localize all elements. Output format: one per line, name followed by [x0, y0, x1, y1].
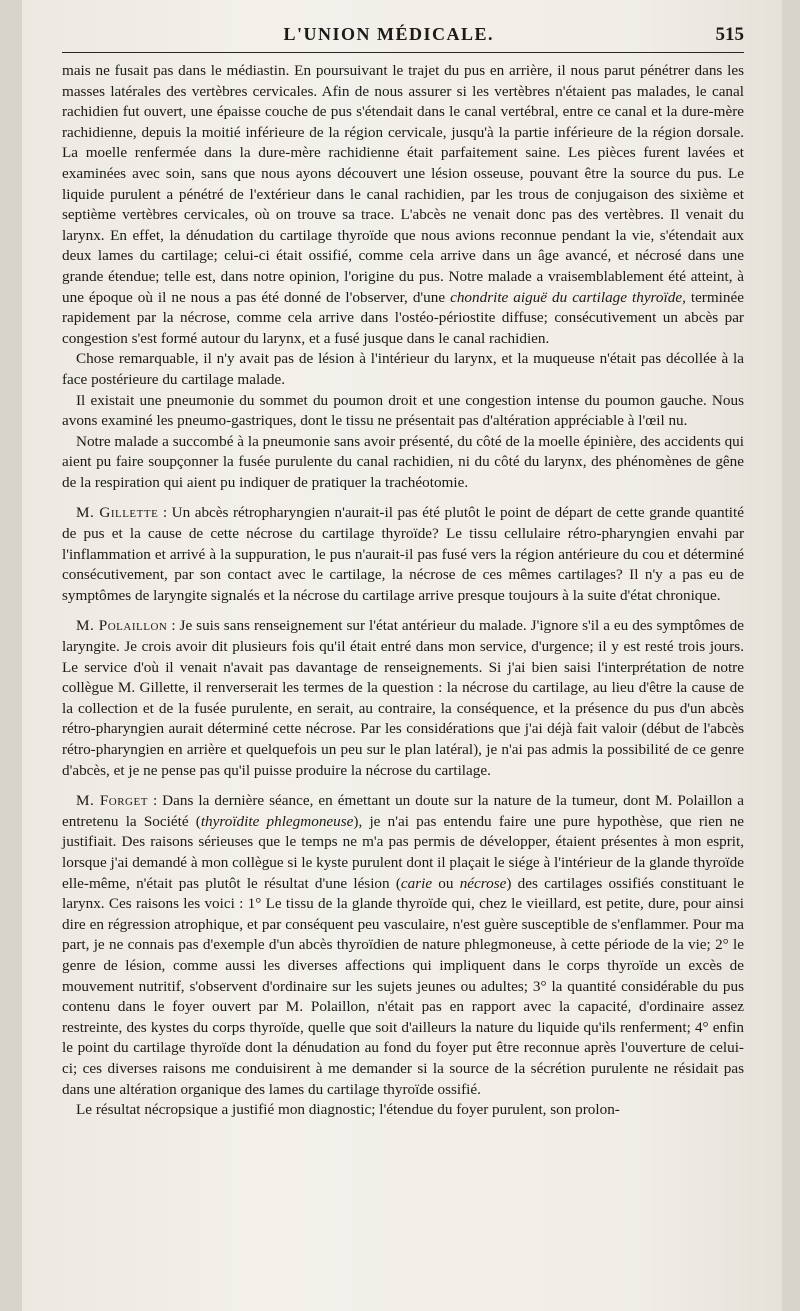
paragraph-closing: Le résultat nécropsique a justifié mon diagnostic; l'étendue du foyer purulent, son prolon-	[76, 1101, 620, 1119]
page-header	[62, 24, 744, 53]
running-title: L'UNION MÉDICALE.	[283, 24, 495, 44]
speaker-name: M. Gillette	[76, 504, 159, 522]
paragraph: Notre malade a succombé à la pneumonie sans avoir présenté, du côté de la moelle épinière, des accidents qui aient pu faire soupçonner la fusée purulente du canal rachidien, ni du côté du larynx, des phénomènes de gêne de la respiration qui aient pu indiquer de pratiquer la trachéotomie.	[62, 432, 744, 491]
body-text	[62, 61, 744, 1121]
speaker-name: M. Polaillon	[76, 617, 168, 635]
speech-polaillon: M. Polaillon : Je suis sans renseignement sur l'état antérieur du malade. J'ignore s'il a eu des symptômes de laryngite. Je crois avoir dit plusieurs fois qu'il était entré dans mon service, d'urgence; il y est resté trois jours. Le service d'où il venait n'avait pas davantage de renseignements. Si j'ai bien saisi l'interprétation de notre collègue M. Gillette, il renverserait les termes de la question : la nécrose du cartilage, au lieu d'être la cause de la collection et de la fusée purulente, en serait, au contraire, la conséquence, et la présence du pus d'un abcès rétro-pharyngien aurait déterminé cette nécrose. Par les considérations que j'ai déjà fait valoir (début de l'abcès rétro-pharyngien en arrière et quelquefois un peu sur le plan latéral), je n'ai pas admis la possibilité de ce genre d'abcès, et je ne pense pas qu'il puisse produire la nécrose du cartilage.	[62, 617, 744, 779]
page-number: 515	[715, 24, 744, 45]
speech-gillette: M. Gillette : Un abcès rétropharyngien n'aurait-il pas été plutôt le point de départ de cette grande quantité de pus et la cause de cette nécrose du cartilage thyroïde? Le tissu cellulaire rétro-pharyngien envahi par l'inflammation et arrivé à la suppuration, le pus n'aurait-il pas fusé vers la région antérieure du cou et déterminé consécutivement, par son contact avec le cartilage, la nécrose de ces mêmes cartilages? Il n'y a pas eu de symptômes de laryngite signalés et la nécrose du cartilage arrive presque toujours à la suite d'état chronique.	[62, 504, 744, 604]
document-page	[22, 0, 782, 1311]
speaker-name: M. Forget	[76, 792, 148, 810]
paragraph: Il existait une pneumonie du sommet du poumon droit et une congestion intense du poumon gauche. Nous avons examiné les pneumo-gastriques, dont le tissu ne présentait pas d'altération appréciable à l'œil nu.	[62, 391, 744, 430]
paragraph: mais ne fusait pas dans le médiastin. En poursuivant le trajet du pus en arrière, il nous parut pénétrer dans les masses latérales des vertèbres cervicales. Afin de nous assurer si les vertèbres n'étaient pas malades, le canal rachidien fut ouvert, une épaisse couche de pus s'étendait dans le canal vertébral, entre ce canal et la dure-mère rachidienne, depuis la moitié inférieure de la région cervicale, jusqu'à la partie inférieure de la région dorsale. La moelle renfermée dans la dure-mère rachidienne était parfaitement saine. Les pièces furent lavées et examinées avec soin, sans que nous ayons découvert une lésion osseuse, pouvant être la source du pus. Le liquide purulent a pénétré de l'extérieur dans le canal rachidien, par les trous de conjugaison des sixième et septième vertèbres cervicales, où on trouve sa trace. L'abcès ne venait donc pas des vertèbres. Il venait du larynx. En effet, la dénudation du cartilage thyroïde que nous avions reconnue pendant la vie, s'étendait aux deux lames du cartilage; celui-ci était ossifié, comme cela arrive dans un âge avancé, et nécrosé dans une grande étendue; telle est, dans notre opinion, l'origine du pus. Notre malade a vraisemblablement été atteint, à une époque où il ne nous a pas été donné de l'observer, d'une chondrite aiguë du cartilage thyroïde, terminée rapidement par la nécrose, comme cela arrive dans l'ostéo-périostite diffuse; consécutivement un abcès par congestion s'est formé autour du larynx, et a fusé jusque dans le canal rachidien.	[62, 62, 744, 347]
speech-forget: M. Forget : Dans la dernière séance, en émettant un doute sur la nature de la tumeur, dont M. Polaillon a entretenu la Société (thyroïdite phlegmoneuse), je n'ai pas entendu faire une pure hypothèse, que rien ne justifiait. Des raisons sérieuses que le temps ne m'a pas permis de développer, étaient présentes à mon esprit, lorsque j'ai demandé à mon collègue si le kyste purulent dont il plaçait le siége à l'intérieur de la glande thyroïde elle-même, n'était pas plutôt le résultat d'une lésion (carie ou nécrose) des cartilages ossifiés constituant le larynx. Ces raisons les voici : 1° Le tissu de la glande thyroïde qui, chez le vieillard, est petite, dure, pour ainsi dire en régression atrophique, et par conséquent peu vasculaire, n'est guère susceptible de s'enflammer. Pour ma part, je ne connais pas d'exemple d'un abcès thyroïdien de nature phlegmoneuse, à cette période de la vie; 2° le genre de lésion, comme aussi les diverses affections qui impliquent dans le corps thyroïde un excès de mouvement nutritif, s'observent d'ordinaire sur les sujets jeunes ou adultes; 3° la quantité considérable du pus contenu dans le foyer ouvert par M. Polaillon, n'était pas en rapport avec la capacité, d'ordinaire assez restreinte, des kystes du corps thyroïde, quelle que soit d'ailleurs la nature du liquide qu'ils renferment; 4° enfin le point du cartilage thyroïde dont la dénudation au fond du foyer put être reconnue après l'ouverture de celui-ci; ces diverses raisons me conduisirent à me demander si la source de la sécrétion purulente ne résidait pas dans une altération organique des lames du cartilage thyroïde ossifié.	[62, 792, 745, 1098]
paragraph: Chose remarquable, il n'y avait pas de lésion à l'intérieur du larynx, et la muqueuse n'était pas décollée à la face postérieure du cartilage malade.	[62, 350, 744, 388]
